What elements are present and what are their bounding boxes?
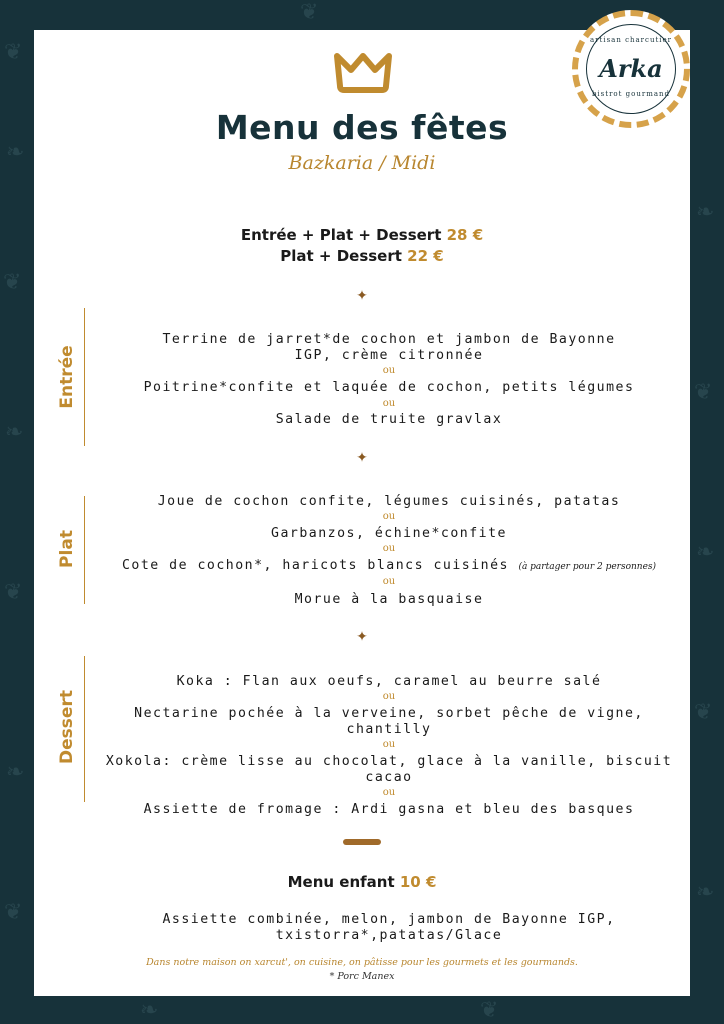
menu-item: Morue à la basquaise — [294, 592, 484, 607]
page-title: Menu des fêtes — [215, 108, 509, 147]
kids-menu-item: Assiette combinée, melon, jambon de Bayonne IGP, — [162, 912, 616, 927]
arka-logo — [572, 10, 690, 128]
leaf-decoration: ❦ — [4, 900, 23, 925]
formula-price-full — [34, 226, 690, 244]
kids-menu-label: Menu enfant — [287, 873, 395, 891]
menu-item-shared — [94, 558, 684, 575]
divider-bar — [343, 839, 381, 845]
leaf-decoration: ❧ — [696, 540, 715, 565]
or-separator: ou — [382, 739, 396, 750]
section-rule — [84, 656, 85, 802]
footer-footnote: * Porc Manex — [329, 971, 395, 982]
formula1-label: Entrée + Plat + Dessert — [240, 226, 442, 244]
formula2-price: 22 € — [407, 247, 444, 265]
leaf-decoration: ❦ — [4, 40, 23, 65]
page-subtitle: Bazkaria / Midi — [288, 152, 436, 174]
crown-icon — [331, 52, 395, 94]
menu-item: chantilly — [346, 722, 432, 737]
diamond-divider-icon: ✦ — [356, 450, 368, 466]
or-separator: ou — [382, 543, 396, 554]
leaf-decoration: ❦ — [3, 270, 22, 295]
menu-item: Garbanzos, échine*confite — [271, 526, 507, 541]
leaf-decoration: ❧ — [696, 880, 715, 905]
or-separator: ou — [382, 787, 396, 798]
footer-tagline: Dans notre maison on xarcut', on cuisine, on pâtisse pour les gourmets et les gourmands. — [146, 957, 578, 968]
leaf-decoration: ❧ — [140, 998, 159, 1023]
leaf-decoration: ❧ — [6, 140, 25, 165]
leaf-decoration: ❦ — [480, 998, 499, 1023]
or-separator: ou — [382, 576, 396, 587]
menu-item-text: Cote de cochon*, haricots blancs cuisinés — [121, 558, 509, 573]
kids-menu-heading — [34, 873, 690, 891]
menu-item: Salade de truite gravlax — [275, 412, 503, 427]
menu-item: Xokola: crème lisse au chocolat, glace à la vanille, biscuit — [105, 754, 673, 769]
menu-item: Koka : Flan aux oeufs, caramel au beurre salé — [176, 674, 602, 689]
menu-item: Terrine de jarret*de cochon et jambon de Bayonne — [162, 332, 616, 347]
logo-ring-top-text: artisan charcutier — [590, 36, 672, 44]
menu-item: Poitrine*confite et laquée de cochon, petits légumes — [143, 380, 635, 395]
section-rule — [84, 496, 85, 604]
sharing-note: (à partager pour 2 personnes) — [518, 562, 657, 572]
formula2-label: Plat + Dessert — [280, 247, 402, 265]
leaf-decoration: ❧ — [6, 760, 25, 785]
or-separator: ou — [382, 365, 396, 376]
diamond-divider-icon: ✦ — [356, 629, 368, 645]
menu-card: Menu des fêtes Bazkaria / Midi Entrée + Plat + Dessert 28 € Plat + Dessert 22 € ✦ Entrée Terrine de jarret*de cochon et jambon de Bayonne IGP, crème citronnée ou Poitrine*confite et laquée de cochon, petits légumes ou Salade de truite gravlax ✦ Plat Joue de cochon confite, légumes cuisinés, patatas ou Garbanzos, échine*confite ou Cote de cochon*, haricots blancs cuisinés (à partager pour 2 personnes) ou Morue à la basquaise ✦ Dessert Koka : Flan aux oeufs, caramel au beurre salé ou Nectarine pochée à la verveine, sorbet pêche de vigne, chantilly ou Xokola: crème lisse au chocolat, glace à la vanille, biscuit cacao ou Assiette de fromage : Ardi gasna et bleu des basques Menu enfant 10 € Assiette combinée, melon, jambon de Bayonne IGP, txistorra*,patatas/Glace Dans notre maison on xarcut', on cuisine, on pâtisse pour les gourmets et les gourmands. * Porc Manex — [34, 30, 690, 996]
logo-ring-bottom-text: bistrot gourmand — [591, 90, 671, 98]
leaf-decoration: ❦ — [694, 380, 713, 405]
leaf-decoration: ❦ — [4, 580, 23, 605]
menu-item: IGP, crème citronnée — [294, 348, 484, 363]
menu-item: Joue de cochon confite, légumes cuisinés, patatas — [157, 494, 621, 509]
diamond-divider-icon: ✦ — [356, 288, 368, 304]
formula1-price: 28 € — [446, 226, 484, 244]
menu-item: Nectarine pochée à la verveine, sorbet pêche de vigne, — [134, 706, 644, 721]
menu-item: Assiette de fromage : Ardi gasna et bleu des basques — [143, 802, 635, 817]
kids-menu-item: txistorra*,patatas/Glace — [275, 928, 503, 943]
leaf-decoration: ❦ — [300, 0, 319, 25]
leaf-decoration: ❧ — [696, 200, 715, 225]
menu-item: cacao — [365, 770, 413, 785]
leaf-decoration: ❧ — [5, 420, 24, 445]
section-rule — [84, 308, 85, 446]
logo-name: Arka — [599, 54, 663, 83]
kids-menu-price: 10 € — [399, 873, 437, 891]
or-separator: ou — [382, 398, 396, 409]
formula-price-short — [34, 247, 690, 265]
leaf-decoration: ❦ — [694, 700, 713, 725]
or-separator: ou — [382, 691, 396, 702]
or-separator: ou — [382, 511, 396, 522]
